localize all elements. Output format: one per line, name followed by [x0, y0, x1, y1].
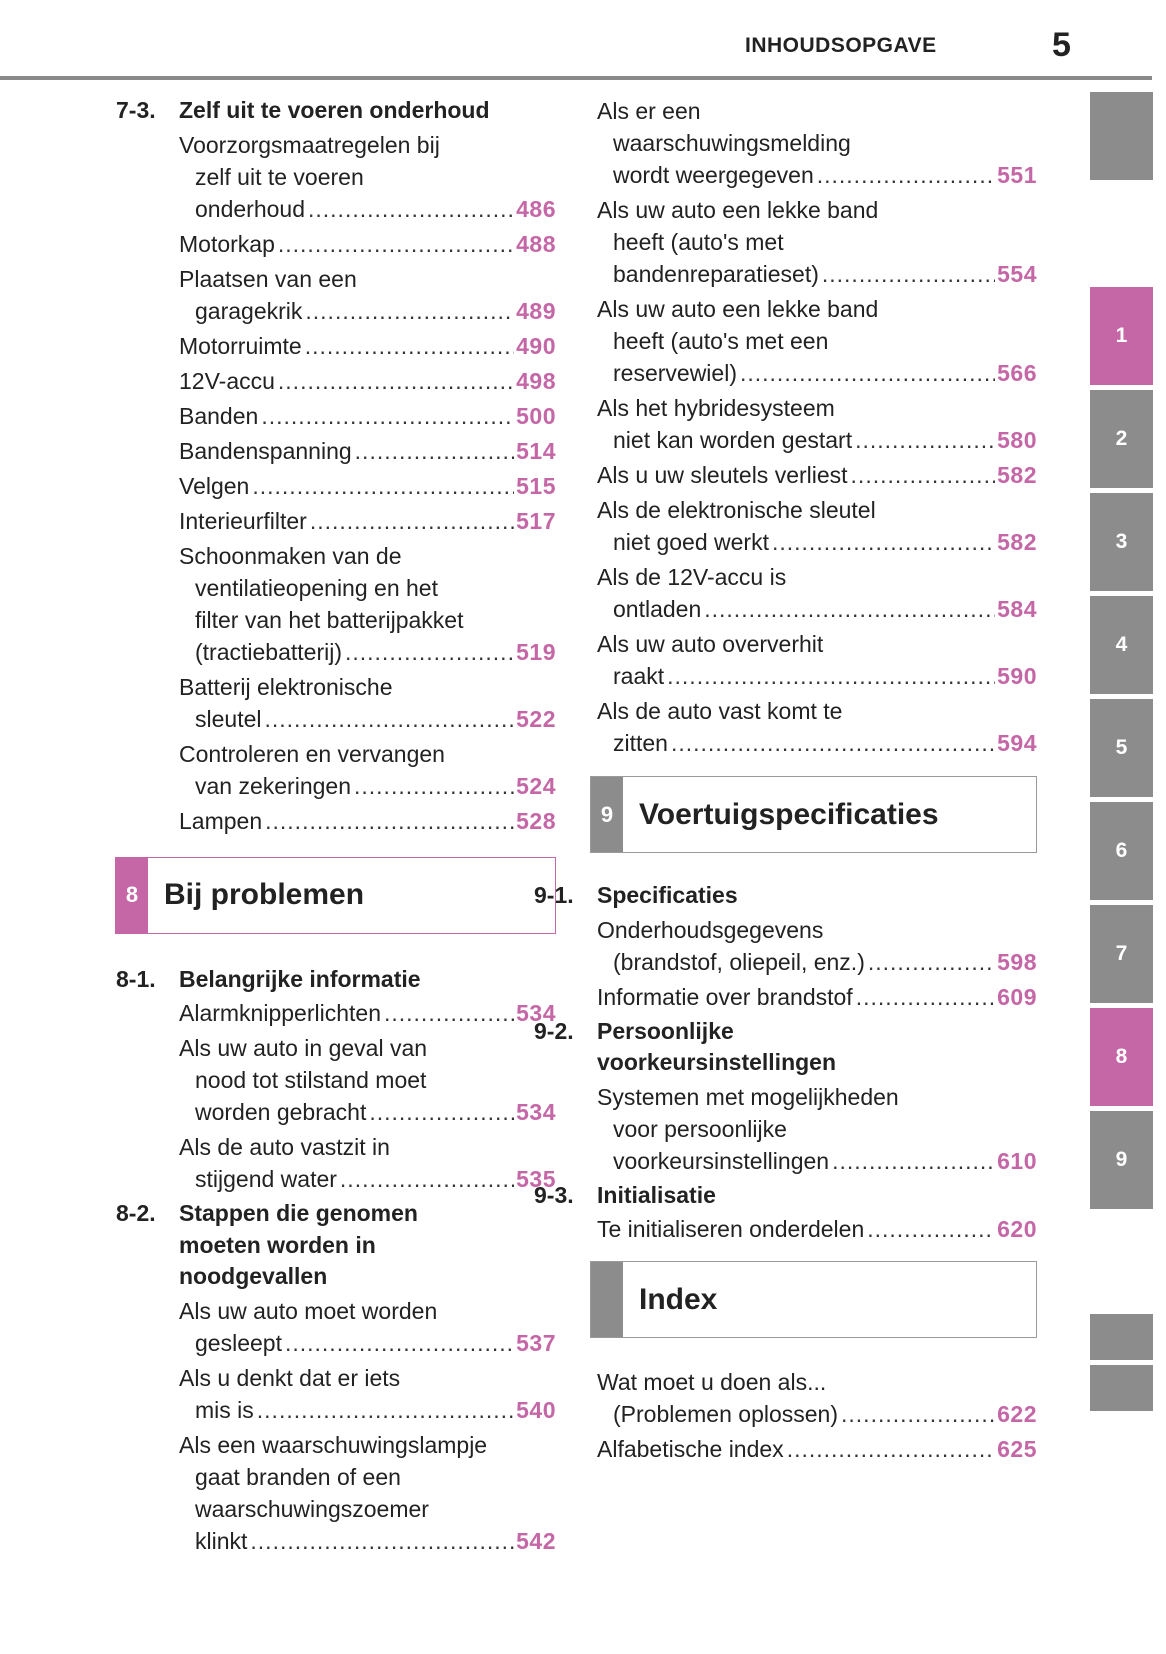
entry-text-line: Schoonmaken van de [179, 542, 402, 569]
section-title-line: Stappen die genomen [179, 1200, 418, 1226]
dot-leader [851, 459, 996, 491]
toc-entry[interactable] [597, 1213, 1037, 1245]
section-title-line: Zelf uit te voeren onderhoud [179, 97, 490, 123]
entry-last-line [179, 228, 556, 260]
dot-leader [264, 703, 514, 735]
page-number-link[interactable]: 540 [516, 1396, 556, 1423]
toc-entry[interactable] [179, 1362, 556, 1426]
section-number: 7-3. [116, 97, 156, 123]
page-number-link[interactable]: 528 [516, 807, 556, 834]
entry-label: (brandstof, oliepeil, enz.) [613, 948, 865, 975]
page-number-link[interactable]: 542 [516, 1527, 556, 1554]
toc-entry[interactable] [597, 494, 1037, 558]
entry-text-line: Wat moet u doen als... [597, 1369, 827, 1395]
toc-entry[interactable] [179, 738, 556, 802]
toc-entry[interactable] [179, 263, 556, 327]
section-number: 8-2. [116, 1200, 156, 1226]
entry-label: 12V-accu [179, 367, 275, 394]
entry-text-line: Systemen met mogelijkheden [597, 1083, 899, 1110]
entry-last-line [597, 1213, 1037, 1245]
entry-last-line [597, 593, 1037, 625]
entry-text-line: Onderhoudsgegevens [597, 916, 824, 943]
entry-text-line: Als er een [597, 98, 701, 124]
entry-label: (Problemen oplossen) [613, 1401, 839, 1427]
entry-label: ontladen [613, 596, 702, 622]
section-title-line: Specificaties [597, 882, 738, 908]
dot-leader [671, 727, 995, 759]
toc-entry[interactable] [179, 400, 556, 432]
chapter-box-9[interactable] [590, 776, 1037, 853]
dot-leader [340, 1163, 514, 1195]
toc-entry[interactable] [179, 1295, 556, 1359]
section-number: 9-3. [534, 1181, 574, 1208]
section-heading[interactable] [534, 1016, 1037, 1079]
page-number-link[interactable]: 537 [516, 1329, 556, 1356]
entry-last-line [597, 946, 1037, 978]
entry-last-line [179, 997, 556, 1029]
toc-entry[interactable] [597, 1366, 1037, 1430]
chapter-number: 8 [116, 858, 148, 933]
toc-entry[interactable] [179, 805, 556, 837]
entry-last-line [179, 1163, 556, 1195]
page-number-link[interactable]: 534 [516, 1000, 556, 1026]
entry-label: Velgen [179, 472, 250, 499]
entry-text-line: Als de elektronische sleutel [597, 497, 876, 523]
entry-text-line: Als het hybridesysteem [597, 395, 835, 421]
entry-last-line [179, 435, 556, 467]
page-number-link[interactable]: 609 [997, 983, 1037, 1010]
section-title-line: Initialisatie [597, 1181, 716, 1208]
toc-entry[interactable] [179, 330, 556, 362]
toc-entry[interactable] [597, 194, 1037, 290]
entry-last-line [597, 526, 1037, 558]
dot-leader [252, 470, 514, 502]
page-number-link[interactable]: 524 [516, 772, 556, 799]
entry-label: onderhoud [195, 195, 305, 222]
section-title [597, 1180, 1037, 1212]
page-number-link[interactable]: 489 [516, 297, 556, 324]
dot-leader [772, 526, 995, 558]
entry-text-line: Als de auto vastzit in [179, 1134, 390, 1160]
section-heading[interactable] [534, 880, 1037, 912]
page-number-link[interactable]: 517 [516, 507, 556, 534]
dot-leader [822, 258, 995, 290]
dot-leader [305, 330, 514, 362]
page-number-link[interactable]: 590 [997, 663, 1037, 689]
toc-entry[interactable] [179, 365, 556, 397]
toc-entry[interactable] [597, 981, 1037, 1013]
chapter-title: Bij problemen [164, 878, 365, 911]
page-number-link[interactable]: 498 [516, 367, 556, 394]
section-title-line: moeten worden in [179, 1231, 376, 1258]
entry-text-line: filter van het batterijpakket [195, 606, 464, 633]
page-number: 5 [1052, 26, 1071, 64]
entry-text-line: Als uw auto een lekke band [597, 197, 879, 223]
entry-label: reservewiel) [613, 360, 737, 386]
entry-text-line: gaat branden of een [195, 1463, 401, 1490]
entry-text-line: heeft (auto's met [613, 229, 784, 255]
side-tab-blank[interactable] [1090, 1365, 1153, 1411]
section-title [597, 1016, 1037, 1079]
entry-label: Lampen [179, 807, 263, 834]
section-title [179, 964, 556, 996]
index-title: Index [639, 1282, 718, 1316]
page-number-link[interactable]: 488 [516, 230, 556, 257]
toc-entry[interactable] [597, 561, 1037, 625]
entry-label: Alfabetische index [597, 1436, 784, 1462]
entry-last-line [179, 636, 556, 668]
entry-label: Motorkap [179, 230, 275, 257]
page-number-link[interactable]: 625 [997, 1436, 1037, 1462]
entry-label: stijgend water [195, 1166, 337, 1192]
section-title-line: voorkeursinstellingen [597, 1049, 837, 1075]
entry-text-line: waarschuwingszoemer [195, 1495, 429, 1522]
side-tab-chapter-8[interactable]: 8 [1090, 1008, 1153, 1106]
toc-section [534, 880, 1037, 1013]
entry-label: sleutel [195, 705, 262, 732]
side-tab-chapter-5[interactable]: 5 [1090, 699, 1153, 797]
section-number: 9-2. [534, 1017, 574, 1044]
page-number-link[interactable]: 514 [516, 437, 556, 464]
entry-text-line: Als uw auto oververhit [597, 631, 824, 657]
entry-label: voorkeursinstellingen [613, 1147, 830, 1174]
section-title [597, 880, 1037, 912]
section-number: 9-1. [534, 882, 574, 908]
entry-label: Banden [179, 402, 259, 429]
index-box[interactable] [590, 1261, 1037, 1338]
toc-entry[interactable] [179, 1429, 556, 1557]
toc-entry[interactable] [179, 505, 556, 537]
page-number-link[interactable]: 598 [997, 948, 1037, 975]
section-entries [597, 914, 1037, 1013]
dot-leader [354, 770, 514, 802]
side-tab-chapter-3[interactable]: 3 [1090, 493, 1153, 591]
side-tab-chapter-6[interactable]: 6 [1090, 802, 1153, 900]
entry-label: zitten [613, 730, 668, 756]
chapter-box-8[interactable] [115, 857, 556, 934]
entry-label: Informatie over brandstof [597, 983, 853, 1010]
toc-section [116, 95, 556, 837]
entry-last-line [597, 159, 1037, 191]
dot-leader [305, 295, 514, 327]
toc-entry[interactable] [179, 470, 556, 502]
toc-entry[interactable] [179, 540, 556, 668]
entry-label: Interieurfilter [179, 507, 307, 534]
side-tab-chapter-1[interactable]: 1 [1090, 287, 1153, 385]
toc-entry[interactable] [597, 95, 1037, 191]
dot-leader [265, 805, 514, 837]
entry-text-line: waarschuwingsmelding [613, 130, 851, 156]
toc-entry[interactable] [179, 1131, 556, 1195]
side-tab-blank[interactable] [1090, 92, 1153, 180]
toc-entry[interactable] [597, 695, 1037, 759]
entry-label: bandenreparatieset) [613, 261, 819, 287]
toc-entry[interactable] [179, 129, 556, 225]
toc-entry[interactable] [179, 997, 556, 1029]
dot-leader [308, 193, 514, 225]
toc-entry[interactable] [597, 293, 1037, 389]
dot-leader [856, 981, 995, 1013]
dot-leader [817, 159, 995, 191]
entry-text-line: zelf uit te voeren [195, 163, 364, 190]
dot-leader [740, 357, 995, 389]
index-marker [591, 1262, 623, 1337]
page-number-link[interactable]: 620 [997, 1216, 1037, 1242]
toc-entry[interactable] [597, 628, 1037, 692]
section-entries [179, 129, 556, 837]
section-title-line: noodgevallen [179, 1263, 328, 1289]
entry-text-line: Als de 12V-accu is [597, 564, 787, 590]
entry-label: gesleept [195, 1329, 282, 1356]
entry-last-line [179, 400, 556, 432]
dot-leader [278, 228, 514, 260]
entry-label: niet kan worden gestart [613, 427, 853, 453]
entry-text-line: Als de auto vast komt te [597, 698, 843, 724]
side-tab-chapter-2[interactable]: 2 [1090, 390, 1153, 488]
entry-last-line [179, 1096, 556, 1128]
entry-text-line: Als een waarschuwingslampje [179, 1431, 488, 1458]
entry-text-line: nood tot stilstand moet [195, 1067, 427, 1093]
dot-leader [250, 1525, 514, 1557]
entry-last-line [179, 770, 556, 802]
section-title [179, 95, 556, 127]
entry-last-line [179, 470, 556, 502]
toc-entry[interactable] [179, 1032, 556, 1128]
side-tab-blank[interactable] [1090, 1314, 1153, 1360]
entry-label: klinkt [195, 1527, 248, 1554]
toc-entry[interactable] [597, 392, 1037, 456]
entry-last-line [597, 357, 1037, 389]
page-number-link[interactable]: 519 [516, 638, 556, 665]
entry-label: garagekrik [195, 297, 303, 324]
entry-text-line: Plaatsen van een [179, 265, 357, 292]
toc-entry[interactable] [597, 1433, 1037, 1465]
toc-entry[interactable] [179, 435, 556, 467]
chapter-number: 9 [591, 777, 623, 852]
page-number-link[interactable]: 580 [997, 427, 1037, 453]
page-number-link[interactable]: 534 [516, 1099, 556, 1125]
entry-last-line [597, 1398, 1037, 1430]
entry-last-line [597, 727, 1037, 759]
entry-last-line [597, 981, 1037, 1013]
entry-last-line [179, 1394, 556, 1426]
entry-last-line [179, 330, 556, 362]
entry-label: Bandenspanning [179, 437, 352, 464]
entry-text-line: Controleren en vervangen [179, 740, 445, 767]
dot-leader [384, 997, 514, 1029]
left-column [116, 95, 556, 1560]
page-number-link[interactable]: 622 [997, 1401, 1037, 1427]
entry-text-line: ventilatieopening en het [195, 574, 438, 601]
entry-label: raakt [613, 663, 665, 689]
entry-last-line [597, 424, 1037, 456]
page-number-link[interactable]: 594 [997, 730, 1037, 756]
dot-leader [704, 593, 995, 625]
section-entries [179, 1295, 556, 1557]
page-number-link[interactable]: 551 [997, 162, 1037, 188]
entry-last-line [179, 295, 556, 327]
page-number-link[interactable]: 515 [516, 472, 556, 499]
dot-leader [667, 660, 995, 692]
entry-label: mis is [195, 1396, 254, 1423]
section-heading[interactable] [116, 964, 556, 996]
toc-section [116, 1198, 556, 1557]
section-entries [179, 997, 556, 1195]
entry-last-line [179, 505, 556, 537]
entry-last-line [179, 805, 556, 837]
dot-leader [310, 505, 514, 537]
entry-text-line: Voorzorgsmaatregelen bij [179, 131, 440, 158]
dot-leader [832, 1145, 995, 1177]
page-number-link[interactable]: 582 [997, 462, 1037, 488]
entry-last-line [179, 703, 556, 735]
section-heading[interactable] [116, 95, 556, 127]
section-number: 8-1. [116, 965, 156, 992]
dot-leader [261, 400, 514, 432]
toc-entry[interactable] [179, 671, 556, 735]
entry-last-line [597, 1433, 1037, 1465]
chapter-title: Voertuigspecificaties [639, 797, 939, 831]
page-number-link[interactable]: 522 [516, 705, 556, 732]
page-number-link[interactable]: 610 [997, 1147, 1037, 1174]
toc-entry[interactable] [597, 1081, 1037, 1177]
entry-label: Te initialiseren onderdelen [597, 1216, 865, 1242]
entry-text-line: Als uw auto een lekke band [597, 296, 879, 322]
entry-label: Alarmknipperlichten [179, 1000, 381, 1026]
entry-last-line [597, 1145, 1037, 1177]
side-tab-chapter-9[interactable]: 9 [1090, 1111, 1153, 1209]
entry-label: van zekeringen [195, 772, 351, 799]
entry-label: Als u uw sleutels verliest [597, 462, 848, 488]
page-number-link[interactable]: 554 [997, 261, 1037, 287]
entry-text-line: heeft (auto's met een [613, 328, 829, 354]
section-heading[interactable] [116, 1198, 556, 1293]
header-title: INHOUDSOPGAVE [745, 34, 937, 57]
entry-text-line: Als u denkt dat er iets [179, 1364, 401, 1391]
toc-entry[interactable] [597, 459, 1037, 491]
section-title-line: Persoonlijke [597, 1017, 734, 1044]
entry-last-line [179, 365, 556, 397]
dot-leader [257, 1394, 514, 1426]
toc-entry[interactable] [179, 228, 556, 260]
toc-section [534, 1016, 1037, 1177]
section-entries [597, 1213, 1037, 1245]
side-tab-chapter-4[interactable]: 4 [1090, 596, 1153, 694]
page-number-link[interactable]: 582 [997, 529, 1037, 555]
dot-leader [867, 1213, 995, 1245]
entry-text-line: Als uw auto moet worden [179, 1297, 438, 1324]
page-number-link[interactable]: 490 [516, 332, 556, 359]
dot-leader [355, 435, 514, 467]
page-number-link[interactable]: 566 [997, 360, 1037, 386]
dot-leader [855, 424, 995, 456]
entry-last-line [179, 1327, 556, 1359]
dot-leader [841, 1398, 995, 1430]
toc-section [534, 1180, 1037, 1246]
page-number-link[interactable]: 535 [516, 1166, 556, 1192]
section-heading[interactable] [534, 1180, 1037, 1212]
page-number-link[interactable]: 584 [997, 596, 1037, 622]
section-title-line: Belangrijke informatie [179, 965, 421, 992]
entry-label: (tractiebatterij) [195, 638, 342, 665]
section-title [179, 1198, 556, 1293]
dot-leader [369, 1096, 514, 1128]
entry-last-line [179, 193, 556, 225]
dot-leader [278, 365, 514, 397]
entry-label: worden gebracht [195, 1099, 367, 1125]
dot-leader [868, 946, 995, 978]
entry-last-line [179, 1525, 556, 1557]
toc-entry[interactable] [597, 914, 1037, 978]
entry-label: wordt weergegeven [613, 162, 814, 188]
page-number-link[interactable]: 486 [516, 195, 556, 222]
section-entries [597, 1081, 1037, 1177]
entry-text-line: Batterij elektronische [179, 673, 393, 700]
side-tab-chapter-7[interactable]: 7 [1090, 905, 1153, 1003]
entry-label: niet goed werkt [613, 529, 769, 555]
entry-text-line: Als uw auto in geval van [179, 1035, 428, 1061]
entry-last-line [597, 459, 1037, 491]
dot-leader [787, 1433, 995, 1465]
dot-leader [285, 1327, 514, 1359]
header-rule [0, 76, 1152, 80]
page-number-link[interactable]: 500 [516, 402, 556, 429]
toc-section [116, 964, 556, 1196]
entry-label: Motorruimte [179, 332, 302, 359]
entry-last-line [597, 258, 1037, 290]
entry-last-line [597, 660, 1037, 692]
dot-leader [345, 636, 514, 668]
entry-text-line: voor persoonlijke [613, 1115, 787, 1142]
